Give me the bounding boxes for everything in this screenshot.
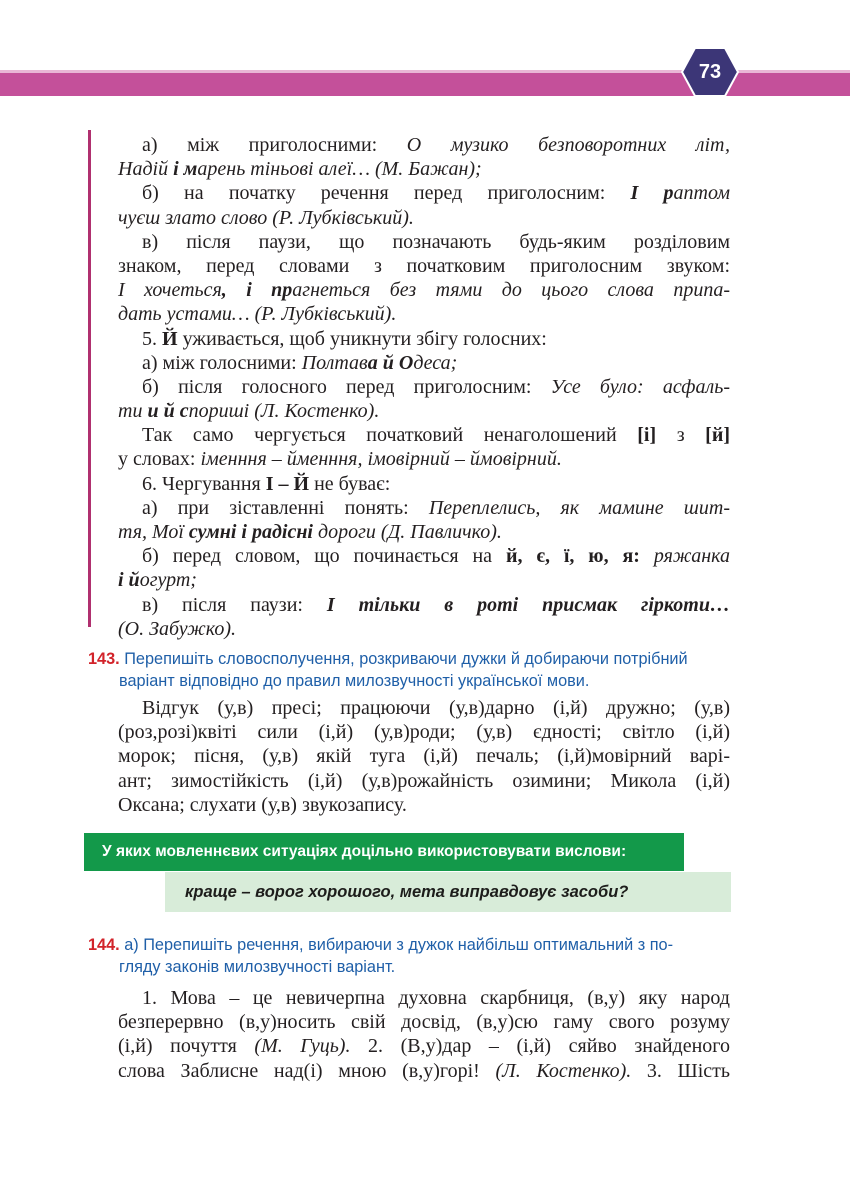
task-144-instruction: 144. а) Перепишіть речення, вибираючи з дужок найбільш оптимальний з по- гляду законів милозвучності варіант. (88, 936, 674, 976)
rule-line: а) між приголосними: О музико безповоротних літ, (142, 134, 730, 156)
task-number: 144. (88, 936, 120, 954)
page-number-badge (681, 46, 739, 98)
discussion-question-phrase: краще – ворог хорошого, мета виправдовує засоби? (165, 872, 731, 912)
task-number: 143. (88, 650, 120, 668)
rule-margin-line (88, 130, 91, 627)
page-number: 73 (698, 61, 722, 83)
discussion-question-heading: У яких мовленнєвих ситуаціях доцільно використовувати вислови: (84, 833, 684, 871)
task-143-body: Відгук (у,в) пресі; працюючи (у,в)дарно (і,й) дружно; (у,в) (роз,розі)квіті сили (і,й) (у,в)роди; (у,в) єдності; світло (і,й) морок; пісня, (у,в) якій туга (і,й) печаль; (і,й)мовірний варі- ант; зимостійкість (і,й) (у,в)рожайність озимини; Микола (і,й) Оксана; слухати (у,в) звукозапису. (118, 697, 730, 816)
task-143-instruction: 143. Перепишіть словосполучення, розкриваючи дужки й добираючи потрібний варіант відповідно до правил милозвучності української мови. (88, 650, 688, 690)
task-144-body: 1. Мова – це невичерпна духовна скарбниця, (в,у) яку народ безперервно (в,у)носить свій досвід, (в,у)сю гаму свого розуму (і,й) почуття (М. Гуць). 2. (В,у)дар – (і,й) сяйво знайденого слова Заблисне над(і) мною (в,у)горі! (Л. Костенко). 3. Шість (118, 987, 730, 1082)
rule-text: а) між приголосними: О музико безповоротних літ, Надій і марень тіньові алеї… (М. Бажан); б) на початку речення перед приголосним: І раптом чуєш злато слово (Р. Лубківський). в) після паузи, що позначають будь-яким розділовим знаком, перед словами з початковим приголосним звуком: І хочеться, і прагнеться без тями до цього слова припа- дать устами… (Р. Лубківський). 5. Й уживається, щоб уникнути збігу голосних: а) між голосними: Полтава й Одеса; б) після голосного перед приголосним: Усе було: асфаль- ти и й спориші (Л. Костенко). Так само чергується початковий ненаголошений [і] з [й] у словах: іменння – йменння, імовірний – ймовірний. 6. Чергування І – Й не буває: а) при зіставленні понять: Переплелись, як мамине шит- тя, Мої сумні і радісні дороги (Д. Павличко). б) перед словом, що починається на й, є, ї, ю, я: ряжанка і йогурт; в) після паузи: І тільки в роті присмак гіркоти… (О. Забужко). (118, 134, 730, 640)
